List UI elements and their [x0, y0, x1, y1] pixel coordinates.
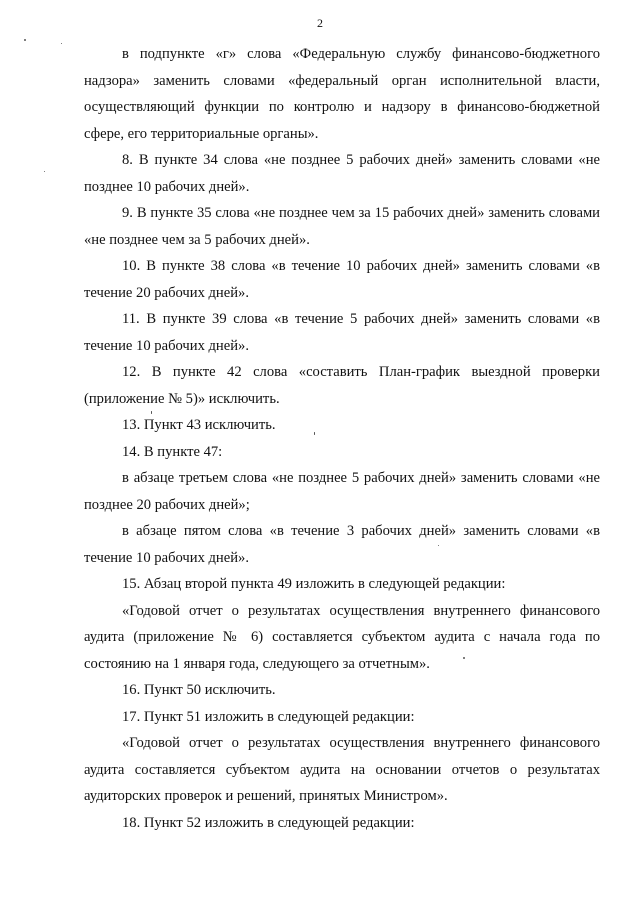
paragraph-item-14-paragraph-5: в абзаце пятом слова «в течение 3 рабочих дней» заменить словами «в течение 10 рабочих дней». [84, 523, 600, 566]
paragraph-item-10: 10. В пункте 38 слова «в течение 10 рабочих дней» заменить словами «в течение 20 рабочих дней». [84, 258, 600, 301]
scan-speck [24, 39, 26, 41]
paragraph-item-8: 8. В пункте 34 слова «не позднее 5 рабочих дней» заменить словами «не позднее 10 рабочих дней». [84, 152, 600, 195]
paragraph-item-13: 13. Пункт 43 исключить. [122, 417, 276, 433]
page-number: 2 [317, 16, 323, 30]
paragraph-item-12: 12. В пункте 42 слова «составить План-график выездной проверки (приложение № 5)» исключить. [84, 364, 600, 407]
paragraph-item-16: 16. Пункт 50 исключить. [122, 682, 276, 698]
paragraph-item-14-paragraph-3: в абзаце третьем слова «не позднее 5 рабочих дней» заменить словами «не позднее 20 рабочих дней»; [84, 470, 600, 513]
paragraph-item-17: 17. Пункт 51 изложить в следующей редакции: [122, 708, 415, 725]
scan-speck [151, 411, 152, 414]
scan-speck [61, 43, 62, 44]
scan-speck [314, 432, 315, 435]
paragraph-item-15-quote: «Годовой отчет о результатах осуществления внутреннего финансового аудита (приложение № 6) составляется субъектом аудита с начала года по состоянию на 1 января года, следующего за отчетным». [84, 602, 600, 672]
document-body [84, 41, 600, 836]
paragraph-item-11: 11. В пункте 39 слова «в течение 5 рабочих дней» заменить словами «в течение 10 рабочих дней». [84, 311, 600, 354]
paragraph-item-17-quote: «Годовой отчет о результатах осуществления внутреннего финансового аудита составляется субъектом аудита на основании отчетов о результатах аудиторских проверок и решений, принятых Министром». [84, 735, 600, 804]
scan-speck [463, 657, 465, 659]
scan-speck [438, 545, 439, 546]
paragraph-subpoint-g: в подпункте «г» слова «Федеральную службу финансово-бюджетного надзора» заменить словами «федеральный орган исполнительной власти, осуществляющий функции по контролю и надзору в финансово-бюджетной сфере, его территориальные органы». [84, 46, 600, 142]
scan-speck [44, 171, 45, 172]
paragraph-item-9: 9. В пункте 35 слова «не позднее чем за 15 рабочих дней» заменить словами «не позднее чем за 5 рабочих дней». [84, 205, 600, 248]
paragraph-item-18: 18. Пункт 52 изложить в следующей редакции: [122, 814, 415, 831]
paragraph-item-14: 14. В пункте 47: [122, 443, 223, 460]
paragraph-item-15: 15. Абзац второй пункта 49 изложить в следующей редакции: [122, 576, 506, 592]
